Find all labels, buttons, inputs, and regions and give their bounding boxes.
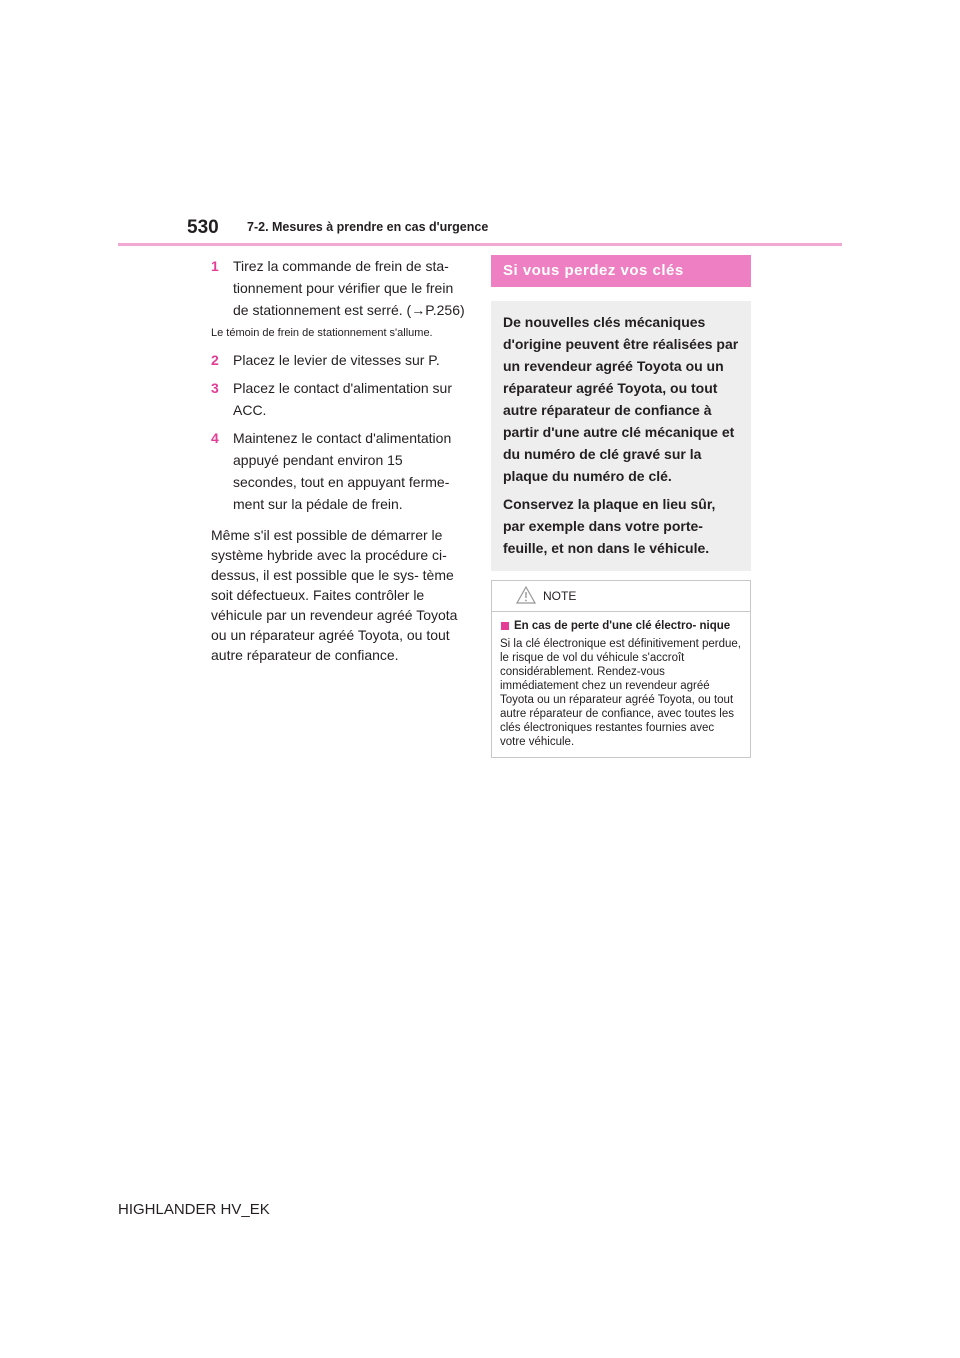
step-number: 4: [211, 430, 219, 446]
step-text: Tirez la commande de frein de sta- tionnement pour vérifier que le frein de stationnement est serré. (→P.256): [233, 258, 465, 318]
square-bullet-icon: [501, 622, 509, 630]
note-title-row: [500, 620, 742, 633]
warning-triangle-icon: [516, 586, 536, 604]
step-number: 2: [211, 352, 219, 368]
info-paragraph-2: Conservez la plaque en lieu sûr, par exemple dans votre porte- feuille, et non dans le véhicule.: [503, 496, 716, 556]
step-1-note: Le témoin de frein de stationnement s'allume.: [211, 327, 433, 339]
step-1: [211, 255, 466, 321]
step-number: 3: [211, 380, 219, 396]
step-3: [211, 377, 466, 421]
note-title: En cas de perte d'une clé électro- nique: [514, 620, 731, 632]
step-text: Maintenez le contact d'alimentation appuyé pendant environ 15 secondes, tout en appuyant ferme- ment sur la pédale de frein.: [233, 430, 452, 512]
step-text: Placez le contact d'alimentation sur ACC.: [233, 380, 453, 418]
note-body: [492, 612, 750, 749]
step-text: Placez le levier de vitesses sur P.: [233, 352, 440, 368]
note-text: Si la clé électronique est définitivement perdue, le risque de vol du véhicule s'accroît considérablement. Rendez-vous immédiatement chez un revendeur agréé Toyota ou un réparateur agréé Toyota, ou tout autre réparateur de confiance, avec toutes les clés électroniques restantes fournies avec votre véhicule.: [500, 638, 742, 748]
step-2: [211, 349, 466, 371]
page-number: 530: [187, 217, 219, 238]
note-label: NOTE: [543, 589, 577, 603]
body-paragraph: Même s'il est possible de démarrer le système hybride avec la procédure ci-dessus, il est possible que le sys- tème soit défectueux. Faites contrôler le véhicule par un revendeur agréé Toyota ou un réparateur agréé Toyota, ou tout autre réparateur de confiance.: [211, 527, 458, 663]
info-paragraph-1: De nouvelles clés mécaniques d'origine peuvent être réalisées par un revendeur agréé Toyota ou un réparateur agréé Toyota, ou tout autre réparateur de confiance à partir d'une autre clé mécanique et du numéro de clé gravé sur la plaque du numéro de clé.: [503, 314, 739, 484]
step-4: [211, 427, 466, 515]
note-header: [492, 581, 750, 612]
info-box: [491, 301, 751, 571]
note-box: [491, 580, 751, 758]
section-heading: Si vous perdez vos clés: [491, 255, 751, 287]
step-number: 1: [211, 258, 219, 274]
chapter-title: 7-2. Mesures à prendre en cas d'urgence: [247, 220, 489, 234]
footer-model: HIGHLANDER HV_EK: [118, 1201, 270, 1218]
header-divider: [118, 243, 842, 246]
left-column: [211, 255, 466, 665]
right-column: [491, 255, 751, 758]
